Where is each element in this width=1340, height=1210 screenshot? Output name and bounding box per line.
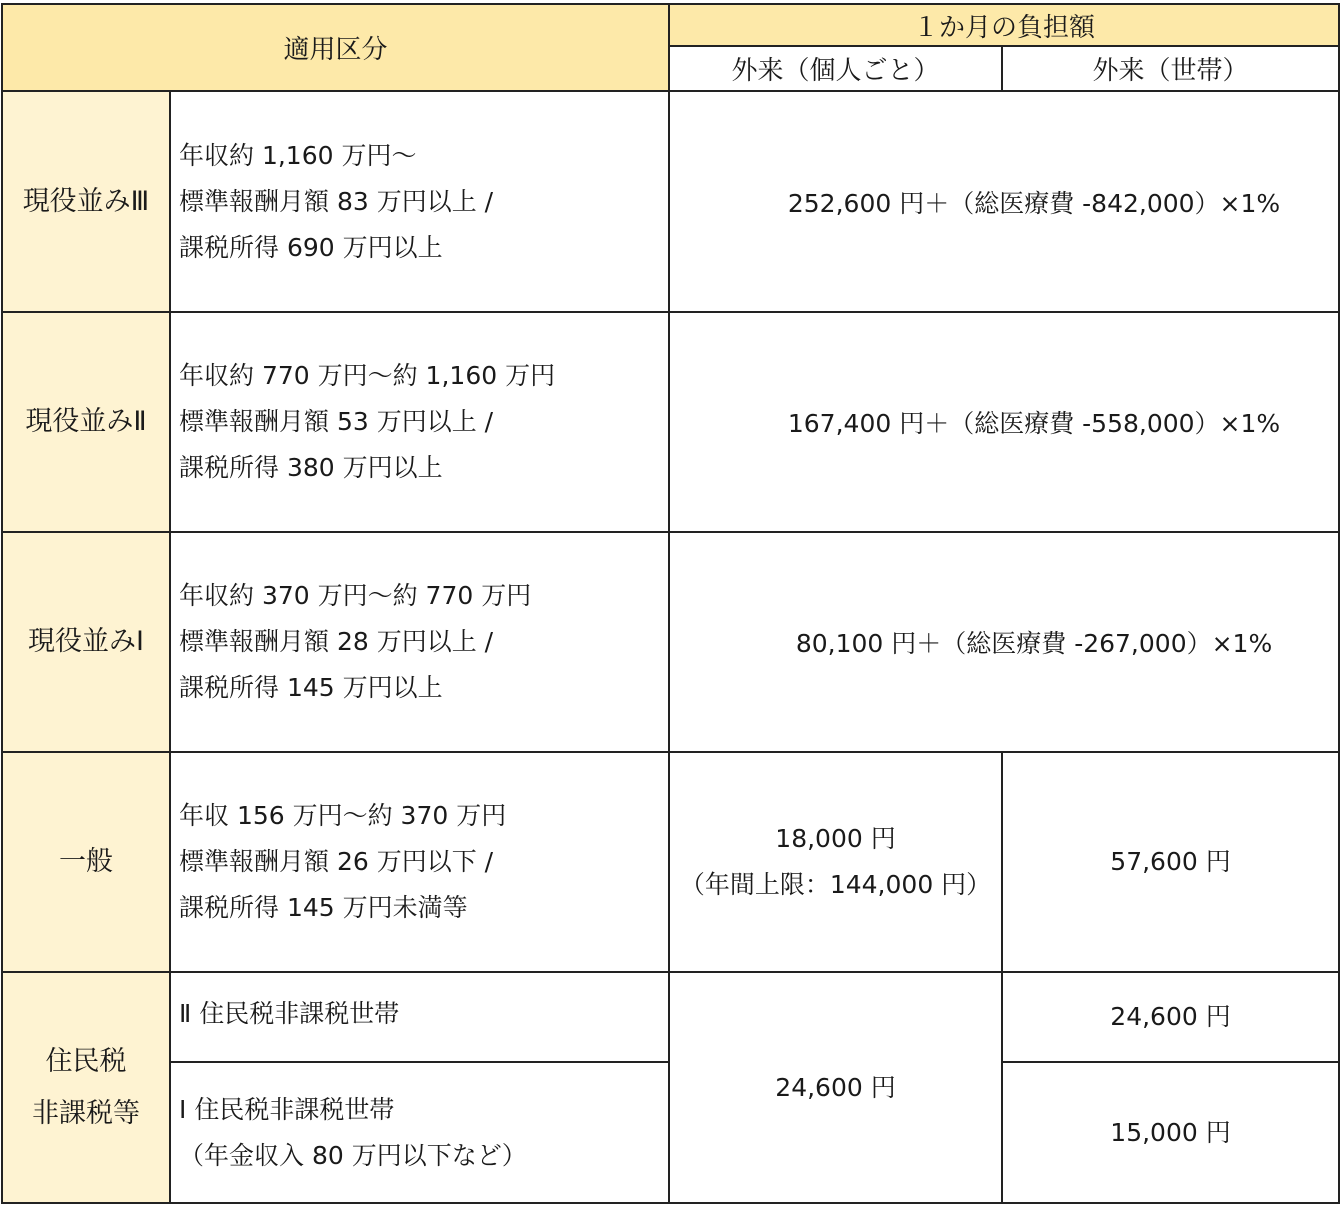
condition-cell xyxy=(170,1062,669,1203)
condition-line: （年金収入 80 万円以下など） xyxy=(179,1140,527,1170)
condition-line: 年収約 370 万円～約 770 万円 xyxy=(179,581,532,610)
household-amount-cell: 24,600 円 xyxy=(1002,972,1339,1062)
condition-cell xyxy=(170,752,669,972)
condition-cell xyxy=(170,91,669,312)
condition-line: 課税所得 690 万円以上 xyxy=(179,232,443,262)
header-monthly-burden: １か月の負担額 xyxy=(669,4,1339,46)
condition-line: 標準報酬月額 28 万円以上 / xyxy=(179,627,494,656)
header-outpatient-household: 外来（世帯） xyxy=(1002,46,1339,91)
condition-line: 標準報酬月額 53 万円以上 / xyxy=(179,407,494,436)
category-line: 住民税 xyxy=(45,1045,127,1077)
condition-line: 年収約 1,160 万円～ xyxy=(179,140,417,170)
amount-cell: 167,400 円＋（総医療費 -558,000）×1% xyxy=(669,312,1339,532)
condition-line: Ⅰ 住民税非課税世帯 xyxy=(179,1094,395,1124)
individual-amount-cell: 24,600 円 xyxy=(669,972,1002,1203)
household-amount-cell: 57,600 円 xyxy=(1002,752,1339,972)
table-row xyxy=(2,972,1339,1062)
amount-cell: 252,600 円＋（総医療費 -842,000）×1% xyxy=(669,91,1339,312)
condition-line: 標準報酬月額 83 万円以上 / xyxy=(179,186,494,216)
condition-line: 年収約 770 万円～約 1,160 万円 xyxy=(179,361,556,390)
annual-cap-note: （年間上限：144,000 円） xyxy=(679,870,992,899)
individual-amount: 18,000 円 xyxy=(775,824,896,853)
condition-cell xyxy=(170,532,669,752)
condition-line: Ⅱ 住民税非課税世帯 xyxy=(179,999,400,1028)
amount-cell: 80,100 円＋（総医療費 -267,000）×1% xyxy=(669,532,1339,752)
category-cell: 現役並みⅢ xyxy=(2,91,170,312)
category-cell: 現役並みⅠ xyxy=(2,532,170,752)
category-cell xyxy=(2,972,170,1203)
condition-line: 標準報酬月額 26 万円以下 / xyxy=(179,847,494,876)
household-amount-cell: 15,000 円 xyxy=(1002,1062,1339,1203)
category-cell: 一般 xyxy=(2,752,170,972)
category-cell: 現役並みⅡ xyxy=(2,312,170,532)
table-row xyxy=(2,532,1339,752)
header-category: 適用区分 xyxy=(2,4,669,91)
condition-line: 課税所得 145 万円以上 xyxy=(179,673,443,702)
burden-table xyxy=(1,3,1340,1204)
category-line: 非課税等 xyxy=(32,1097,140,1129)
table-row xyxy=(2,91,1339,312)
header-outpatient-individual: 外来（個人ごと） xyxy=(669,46,1002,91)
table-row xyxy=(2,752,1339,972)
condition-line: 年収 156 万円～約 370 万円 xyxy=(179,801,507,830)
individual-amount-cell xyxy=(669,752,1002,972)
condition-cell xyxy=(170,972,669,1062)
condition-cell xyxy=(170,312,669,532)
condition-line: 課税所得 380 万円以上 xyxy=(179,453,443,482)
table-row xyxy=(2,312,1339,532)
condition-line: 課税所得 145 万円未満等 xyxy=(179,893,468,922)
